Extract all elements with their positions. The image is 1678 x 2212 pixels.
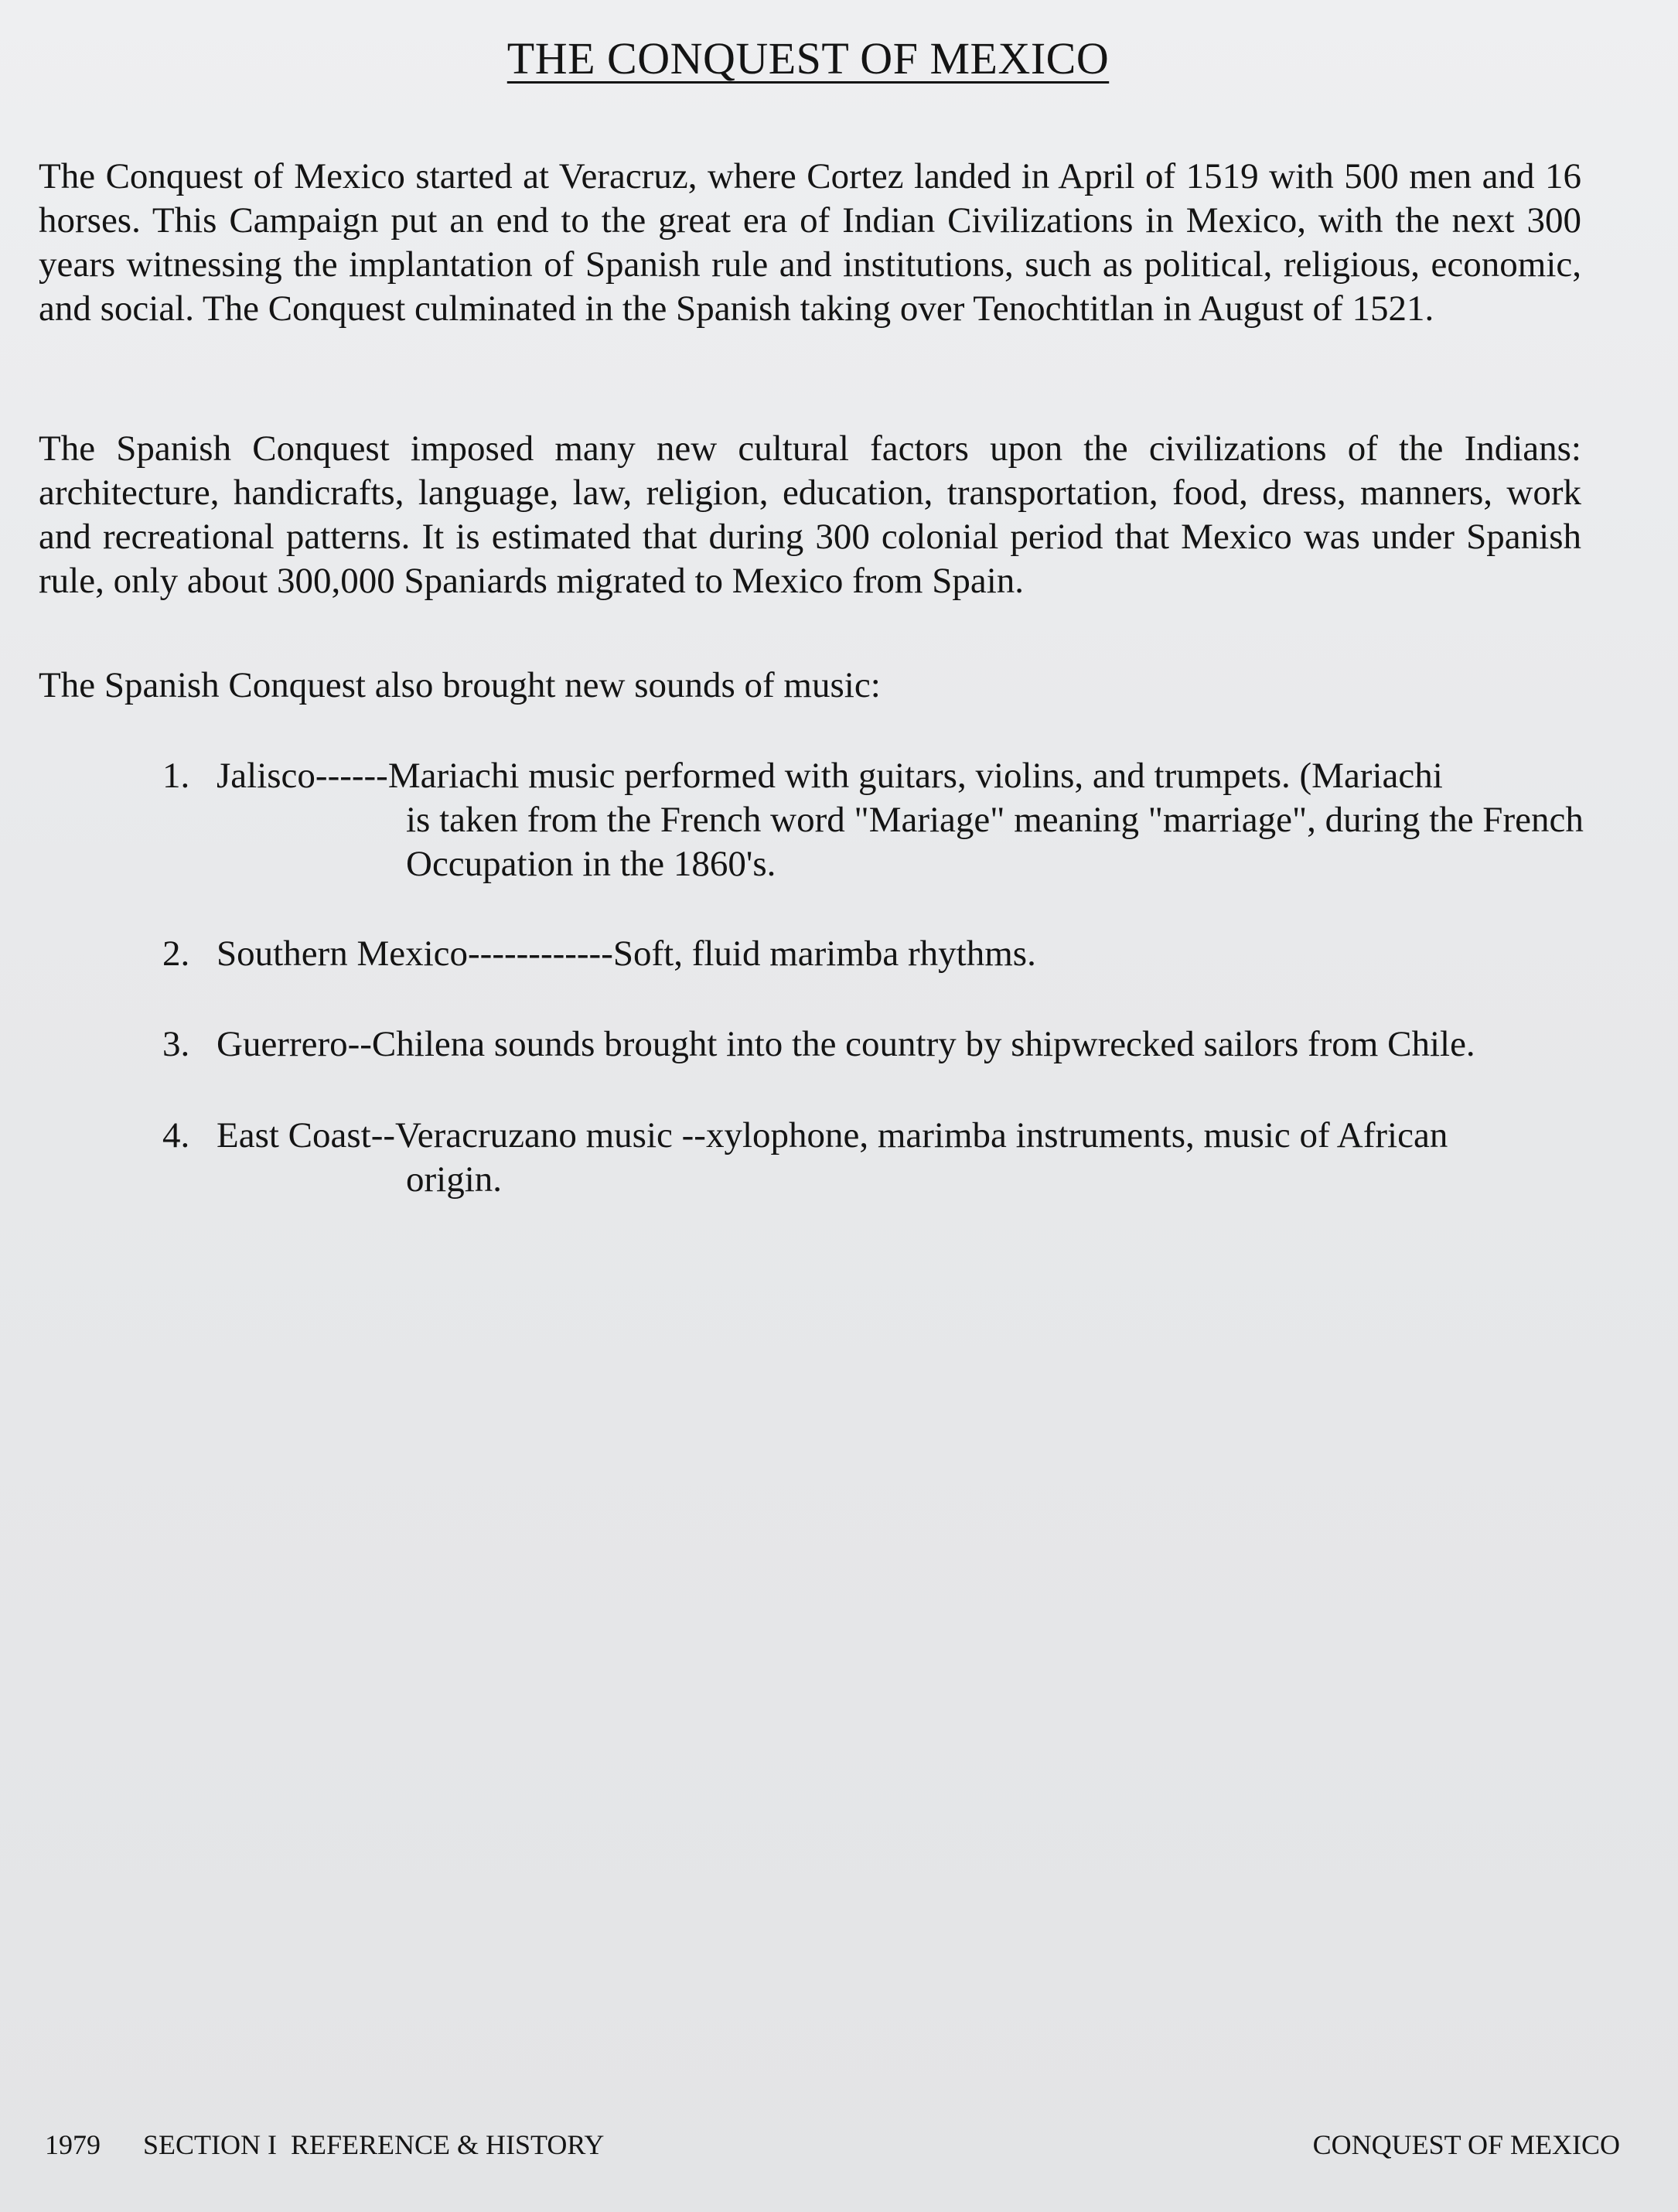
list-number: 1. bbox=[162, 756, 190, 796]
list-item-text: East Coast--Veracruzano music --xylophone, marimba instruments, music of African bbox=[217, 1115, 1448, 1155]
list-item-text: Jalisco------Mariachi music performed with guitars, violins, and trumpets. (Mariachi bbox=[217, 756, 1443, 796]
list-number: 3. bbox=[162, 1024, 190, 1064]
list-item-text: Southern Mexico------------Soft, fluid marimba rhythms. bbox=[217, 934, 1036, 974]
page-title-text: THE CONQUEST OF MEXICO bbox=[506, 33, 1110, 84]
list-item-jalisco bbox=[162, 754, 1593, 886]
intro-paragraph: The Conquest of Mexico started at Veracruz, where Cortez landed in April of 1519 with 500 men and 16 horses. This Campaign put an end to the great era of Indian Civilizations in Mexico, with the next 300 years witnessing the implantation of Spanish rule and institutions, such as political, religious, economic, and social. The Conquest culminated in the Spanish taking over Tenochtitlan in August of 1521. bbox=[39, 156, 1581, 329]
list-item-text: Guerrero--Chilena sounds brought into the country by shipwrecked sailors from Chile. bbox=[217, 1024, 1475, 1064]
footer-section: SECTION I REFERENCE & HISTORY bbox=[143, 2129, 605, 2160]
music-intro-paragraph: The Spanish Conquest also brought new sounds of music: bbox=[39, 665, 881, 705]
list-item-continuation: origin. bbox=[406, 1159, 503, 1200]
footer-year: 1979 bbox=[45, 2129, 101, 2160]
cultural-factors-paragraph: The Spanish Conquest imposed many new cultural factors upon the civilizations of the Indians: architecture, handicrafts, language, law, religion, education, transportation, food, dress, manners, work and recreational patterns. It is estimated that during 300 colonial period that Mexico was under Spanish rule, only about 300,000 Spaniards migrated to Mexico from Spain. bbox=[39, 428, 1581, 601]
list-number: 2. bbox=[162, 934, 190, 974]
list-item-southern-mexico bbox=[162, 932, 1593, 976]
list-item-guerrero bbox=[162, 1022, 1593, 1067]
list-number: 4. bbox=[162, 1115, 190, 1155]
list-item-continuation: is taken from the French word "Mariage" meaning "marriage", during the French Occupation in the 1860's. bbox=[406, 800, 1584, 884]
footer-running-title: CONQUEST OF MEXICO bbox=[1312, 2129, 1620, 2160]
page-title bbox=[0, 32, 1616, 84]
list-item-east-coast bbox=[162, 1114, 1593, 1202]
